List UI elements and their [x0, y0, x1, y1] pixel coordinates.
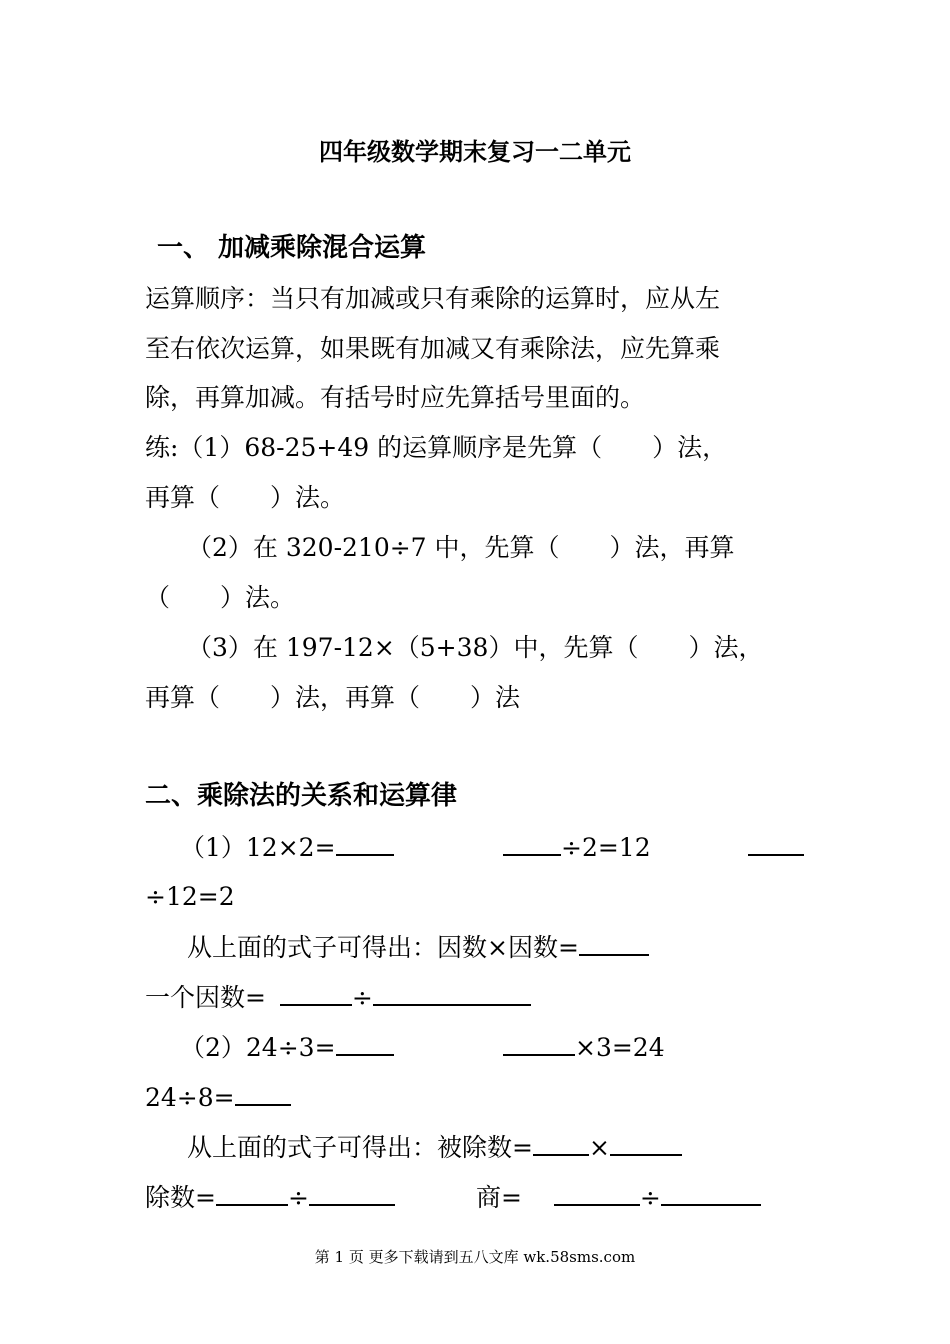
answer-blank[interactable] [309, 1182, 395, 1206]
problem-2-b-text: ×3=24 [575, 1033, 665, 1062]
answer-blank[interactable] [216, 1182, 288, 1206]
conclusion-2-text: 从上面的式子可得出：被除数= [187, 1133, 533, 1162]
exercise-2-line-1: （2）在 320-210÷7 中，先算（ ）法，再算 [187, 533, 735, 562]
quotient-label: 商= [476, 1183, 522, 1212]
rule-line-3: 除，再算加减。有括号时应先算括号里面的。 [145, 383, 646, 412]
problem-2-b [503, 1032, 665, 1063]
exercise-1-line-2: 再算（ ）法。 [145, 483, 346, 512]
answer-blank[interactable] [280, 982, 352, 1006]
conclusion-1-line-2 [145, 982, 531, 1013]
answer-blank[interactable] [503, 1032, 575, 1056]
problem-1-a-text: （1）12×2= [180, 833, 336, 862]
problem-2-a-text: （2）24÷3= [180, 1033, 336, 1062]
multiply-sign: × [588, 1133, 610, 1162]
exercise-3-line-2: 再算（ ）法，再算（ ）法 [145, 683, 521, 712]
divisor-label: 除数= [145, 1183, 216, 1212]
quotient-line [476, 1182, 761, 1213]
divide-sign: ÷ [639, 1183, 661, 1212]
exercise-1-line-1: 练:（1）68-25+49 的运算顺序是先算（ ）法， [145, 433, 728, 462]
problem-1-b [503, 832, 651, 863]
answer-blank[interactable] [748, 832, 804, 856]
problem-2-c [145, 1082, 291, 1113]
problem-1-b-text: ÷2=12 [561, 833, 651, 862]
conclusion-1-line-1 [187, 932, 649, 963]
answer-blank[interactable] [336, 1032, 394, 1056]
exercise-3-line-1: （3）在 197-12×（5+38）中，先算（ ）法， [187, 633, 764, 662]
rule-line-1: 运算顺序：当只有加减或只有乘除的运算时，应从左 [145, 284, 721, 313]
answer-blank[interactable] [336, 832, 394, 856]
page-footer: 第 1 页 更多下载请到五八文库 wk.58sms.com [314, 1248, 636, 1266]
problem-1-c: ÷12=2 [145, 882, 235, 911]
conclusion-1-text: 从上面的式子可得出：因数×因数= [187, 933, 579, 962]
answer-blank[interactable] [579, 932, 649, 956]
divide-sign: ÷ [351, 983, 373, 1012]
answer-blank[interactable] [554, 1182, 640, 1206]
answer-blank[interactable] [610, 1132, 682, 1156]
conclusion-2-line-2 [145, 1182, 395, 1213]
answer-blank[interactable] [373, 982, 531, 1006]
problem-1-a [180, 832, 394, 863]
answer-blank[interactable] [235, 1082, 291, 1106]
divide-sign: ÷ [287, 1183, 309, 1212]
problem-1-c-blank [748, 832, 804, 863]
exercise-2-line-2: （ ）法。 [145, 583, 296, 612]
section2-heading: 二、乘除法的关系和运算律 [145, 781, 458, 811]
answer-blank[interactable] [503, 832, 561, 856]
section1-heading: 一、 加减乘除混合运算 [157, 233, 427, 263]
rule-line-2: 至右依次运算，如果既有加减又有乘除法，应先算乘 [145, 334, 721, 363]
page-title: 四年级数学期末复习一二单元 [319, 138, 631, 166]
answer-blank[interactable] [533, 1132, 589, 1156]
conclusion-1-line-2-text: 一个因数= [145, 983, 266, 1012]
conclusion-2-line-1 [187, 1132, 682, 1163]
problem-2-c-text: 24÷8= [145, 1083, 235, 1112]
answer-blank[interactable] [661, 1182, 761, 1206]
problem-2-a [180, 1032, 394, 1063]
